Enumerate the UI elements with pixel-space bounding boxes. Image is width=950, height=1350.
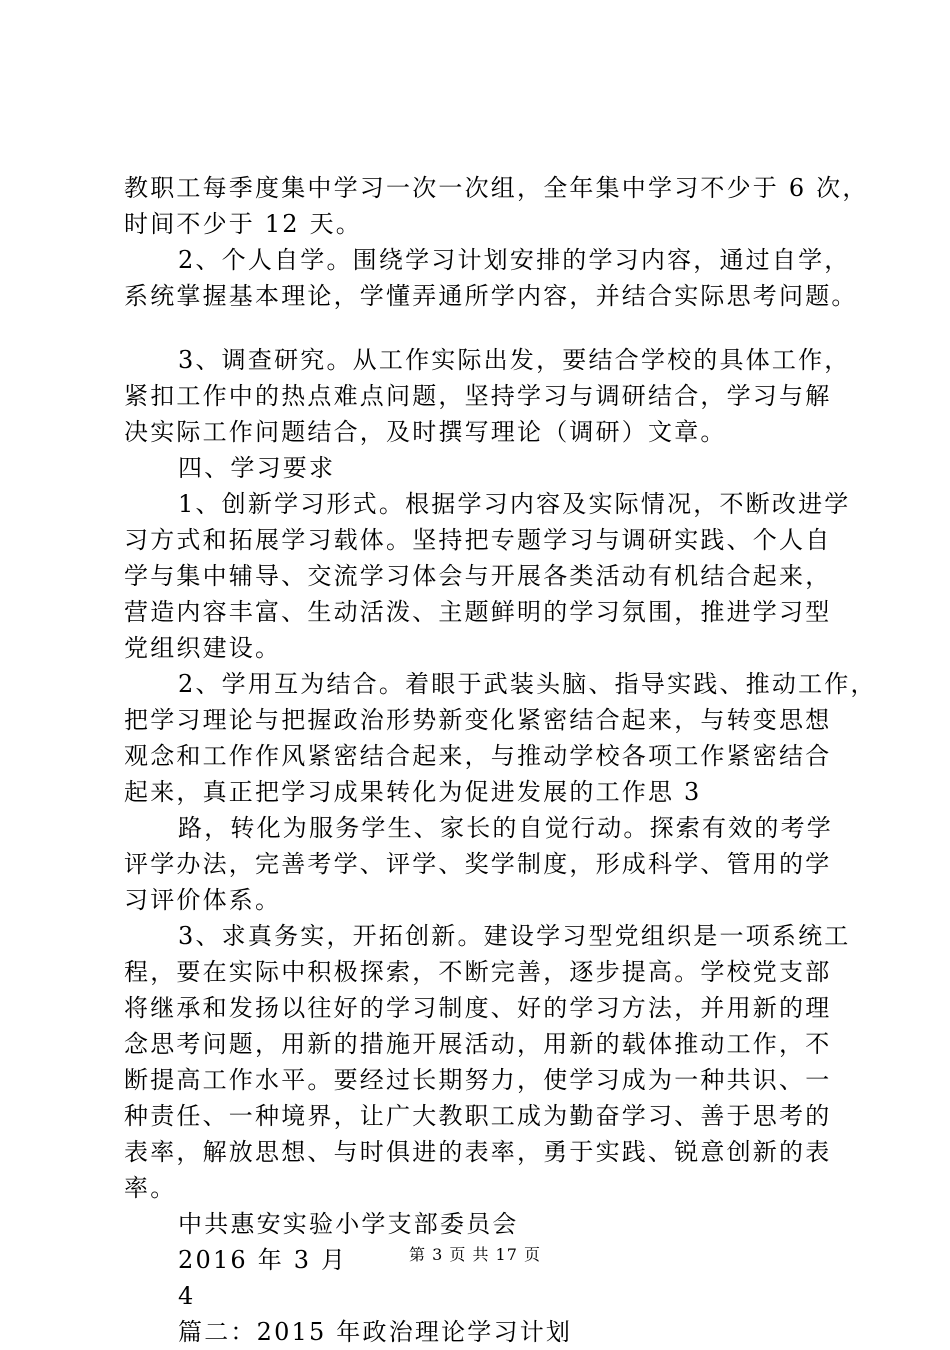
text-line: 断提高工作水平。要经过长期努力，使学习成为一种共识、一 (124, 1066, 832, 1094)
text-line: 决实际工作问题结合，及时撰写理论（调研）文章。 (124, 418, 727, 446)
text-line: 时间不少于 12 天。 (124, 210, 362, 238)
text-line: 路，转化为服务学生、家长的自觉行动。探索有效的考学 (178, 814, 833, 842)
text-line: 1、创新学习形式。根据学习内容及实际情况，不断改进学 (178, 490, 851, 518)
text-line: 习方式和拓展学习载体。坚持把专题学习与调研实践、个人自 (124, 526, 832, 554)
text-line: 3、求真务实，开拓创新。建设学习型党组织是一项系统工 (178, 922, 851, 950)
text-line: 习评价体系。 (124, 886, 282, 914)
paragraph-gap (124, 314, 844, 342)
text-line: 营造内容丰富、生动活泼、主题鲜明的学习氛围，推进学习型 (124, 598, 832, 626)
text-line: 程，要在实际中积极探索，不断完善，逐步提高。学校党支部 (124, 958, 832, 986)
text-line: 紧扣工作中的热点难点问题，坚持学习与调研结合，学习与解 (124, 382, 832, 410)
text-line: 种责任、一种境界，让广大教职工成为勤奋学习、善于思考的 (124, 1102, 832, 1130)
section-heading: 四、学习要求 (178, 454, 336, 482)
text-line: 党组织建设。 (124, 634, 282, 662)
text-line: 表率，解放思想、与时俱进的表率，勇于实践、锐意创新的表 (124, 1138, 832, 1166)
text-line: 念思考问题，用新的措施开展活动，用新的载体推动工作，不 (124, 1030, 832, 1058)
body-text (124, 170, 877, 1350)
text-line: 教职工每季度集中学习一次一次组，全年集中学习不少于 6 次， (124, 174, 869, 202)
text-line: 学与集中辅导、交流学习体会与开展各类活动有机结合起来， (124, 562, 832, 590)
text-line: 把学习理论与把握政治形势新变化紧密结合起来，与转变思想 (124, 706, 832, 734)
text-line: 评学办法，完善考学、评学、奖学制度，形成科学、管用的学 (124, 850, 832, 878)
text-line: 起来，真正把学习成果转化为促进发展的工作思 3 (124, 778, 702, 806)
text-line: 3、调查研究。从工作实际出发，要结合学校的具体工作， (178, 346, 851, 374)
page-number-inline: 4 (178, 1282, 196, 1310)
text-line: 率。 (124, 1174, 177, 1202)
signature-org: 中共惠安实验小学支部委员会 (178, 1210, 519, 1238)
page-footer: 第 3 页 共 17 页 (409, 1245, 541, 1264)
text-line: 系统掌握基本理论，学懂弄通所学内容，并结合实际思考问题。 (124, 282, 858, 310)
text-line: 观念和工作作风紧密结合起来，与推动学校各项工作紧密结合 (124, 742, 832, 770)
text-line: 将继承和发扬以往好的学习制度、好的学习方法，并用新的理 (124, 994, 832, 1022)
text-line: 2、学用互为结合。着眼于武装头脑、指导实践、推动工作， (178, 670, 877, 698)
next-section-title: 篇二：2015 年政治理论学习计划 (178, 1318, 573, 1346)
signature-date: 2016 年 3 月 (178, 1246, 348, 1274)
text-line: 2、个人自学。围绕学习计划安排的学习内容，通过自学， (178, 246, 851, 274)
